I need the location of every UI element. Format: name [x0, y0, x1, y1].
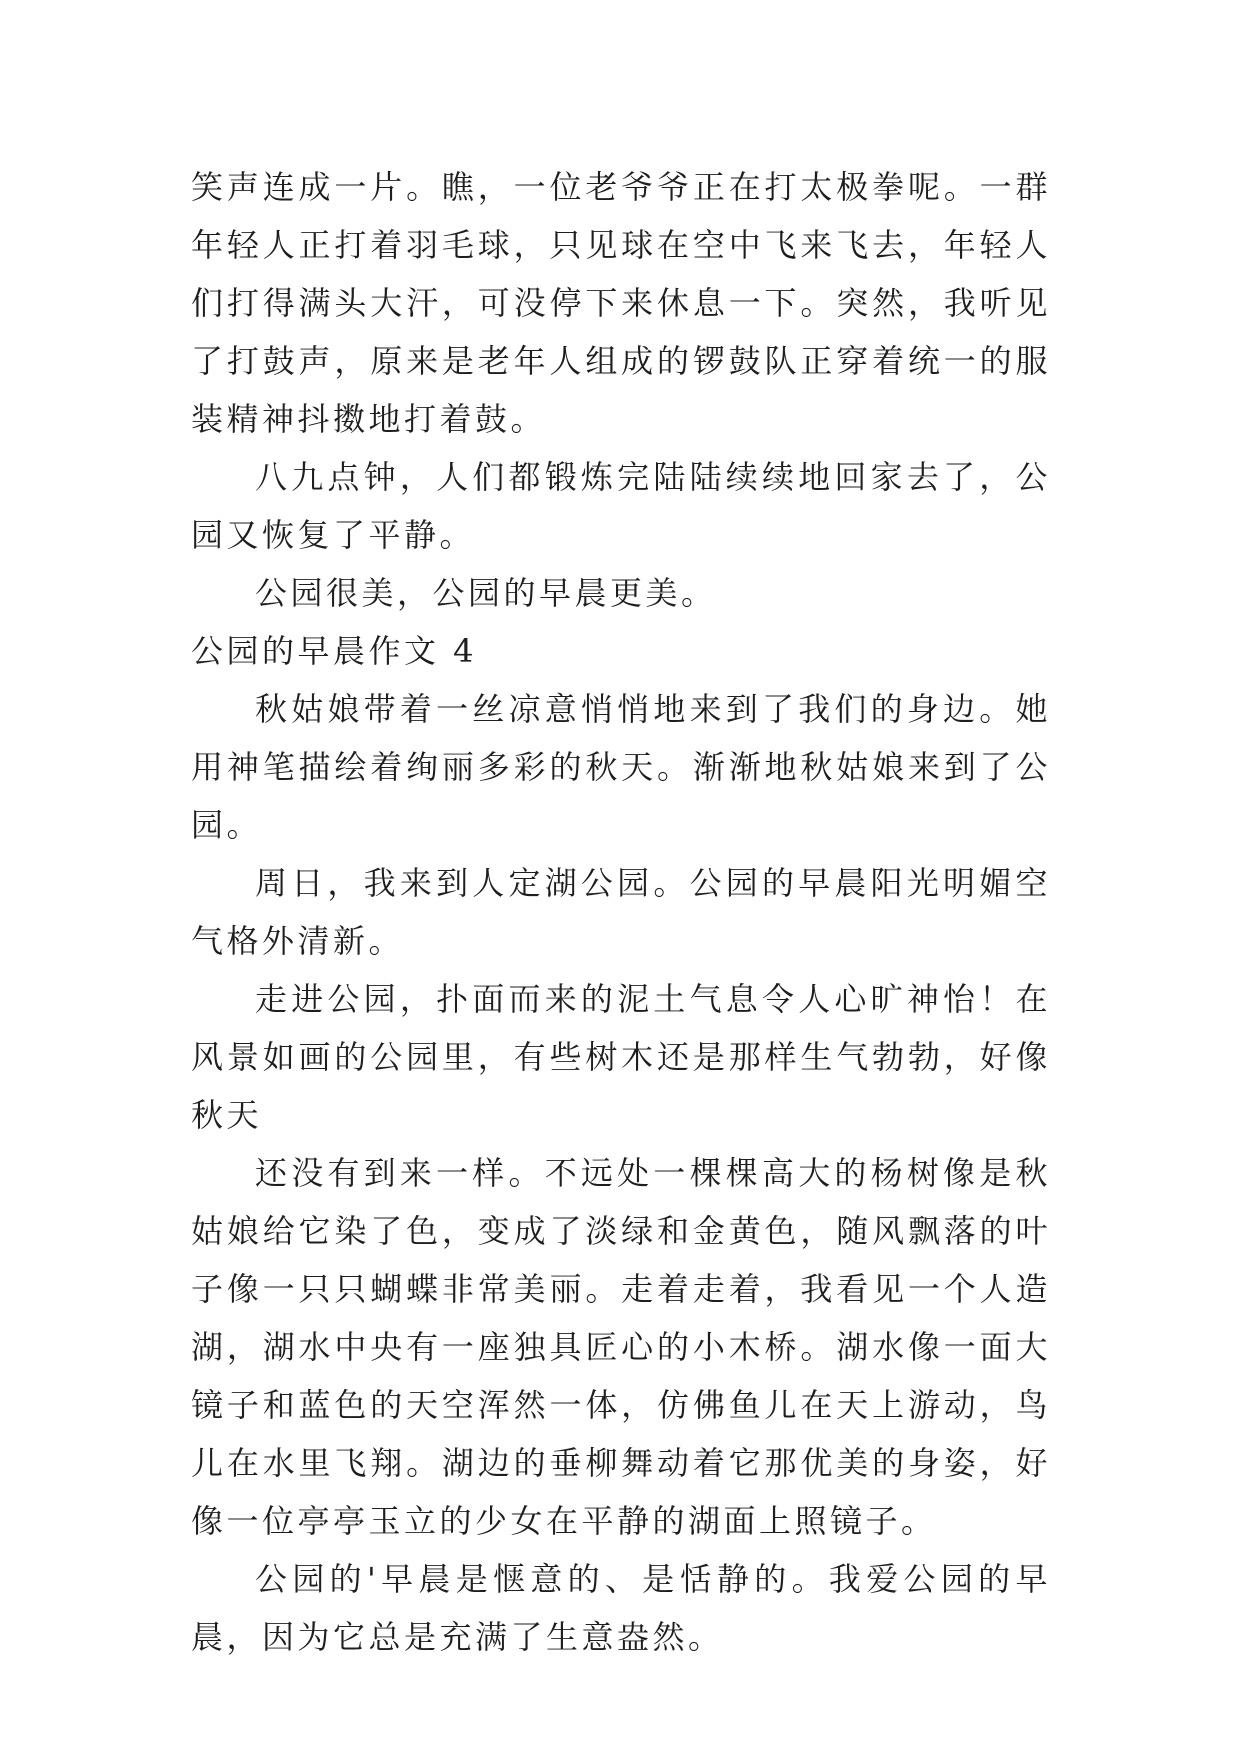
paragraph-continued: 笑声连成一片。瞧，一位老爷爷正在打太极拳呢。一群年轻人正打着羽毛球，只见球在空中飞来飞去，年轻人们打得满头大汗，可没停下来休息一下。突然，我听见了打鼓声，原来是老年人组成的锣鼓队正穿着统一的服装精神抖擞地打着鼓。 — [191, 168, 1051, 438]
paragraph: 走进公园，扑面而来的泥土气息令人心旷神怡！在风景如画的公园里，有些树木还是那样生气勃勃，好像秋天 — [191, 980, 1051, 1134]
paragraph: 周日，我来到人定湖公园。公园的早晨阳光明媚空气格外清新。 — [191, 864, 1051, 960]
paragraph: 公园很美，公园的早晨更美。 — [255, 574, 717, 612]
essay-heading: 公园的早晨作文 4 — [191, 632, 478, 670]
paragraph: 八九点钟，人们都锻炼完陆陆续续地回家去了，公园又恢复了平静。 — [191, 458, 1051, 554]
paragraph: 秋姑娘带着一丝凉意悄悄地来到了我们的身边。她用神笔描绘着绚丽多彩的秋天。渐渐地秋姑娘来到了公园。 — [191, 690, 1051, 844]
paragraph: 公园的'早晨是惬意的、是恬静的。我爱公园的早晨，因为它总是充满了生意盎然。 — [191, 1560, 1051, 1656]
paragraph: 还没有到来一样。不远处一棵棵高大的杨树像是秋姑娘给它染了色，变成了淡绿和金黄色，随风飘落的叶子像一只只蝴蝶非常美丽。走着走着，我看见一个人造湖，湖水中央有一座独具匠心的小木桥。湖水像一面大镜子和蓝色的天空浑然一体，仿佛鱼儿在天上游动，鸟儿在水里飞翔。湖边的垂柳舞动着它那优美的身姿，好像一位亭亭玉立的少女在平静的湖面上照镜子。 — [191, 1154, 1051, 1540]
document-body — [191, 158, 1051, 1666]
